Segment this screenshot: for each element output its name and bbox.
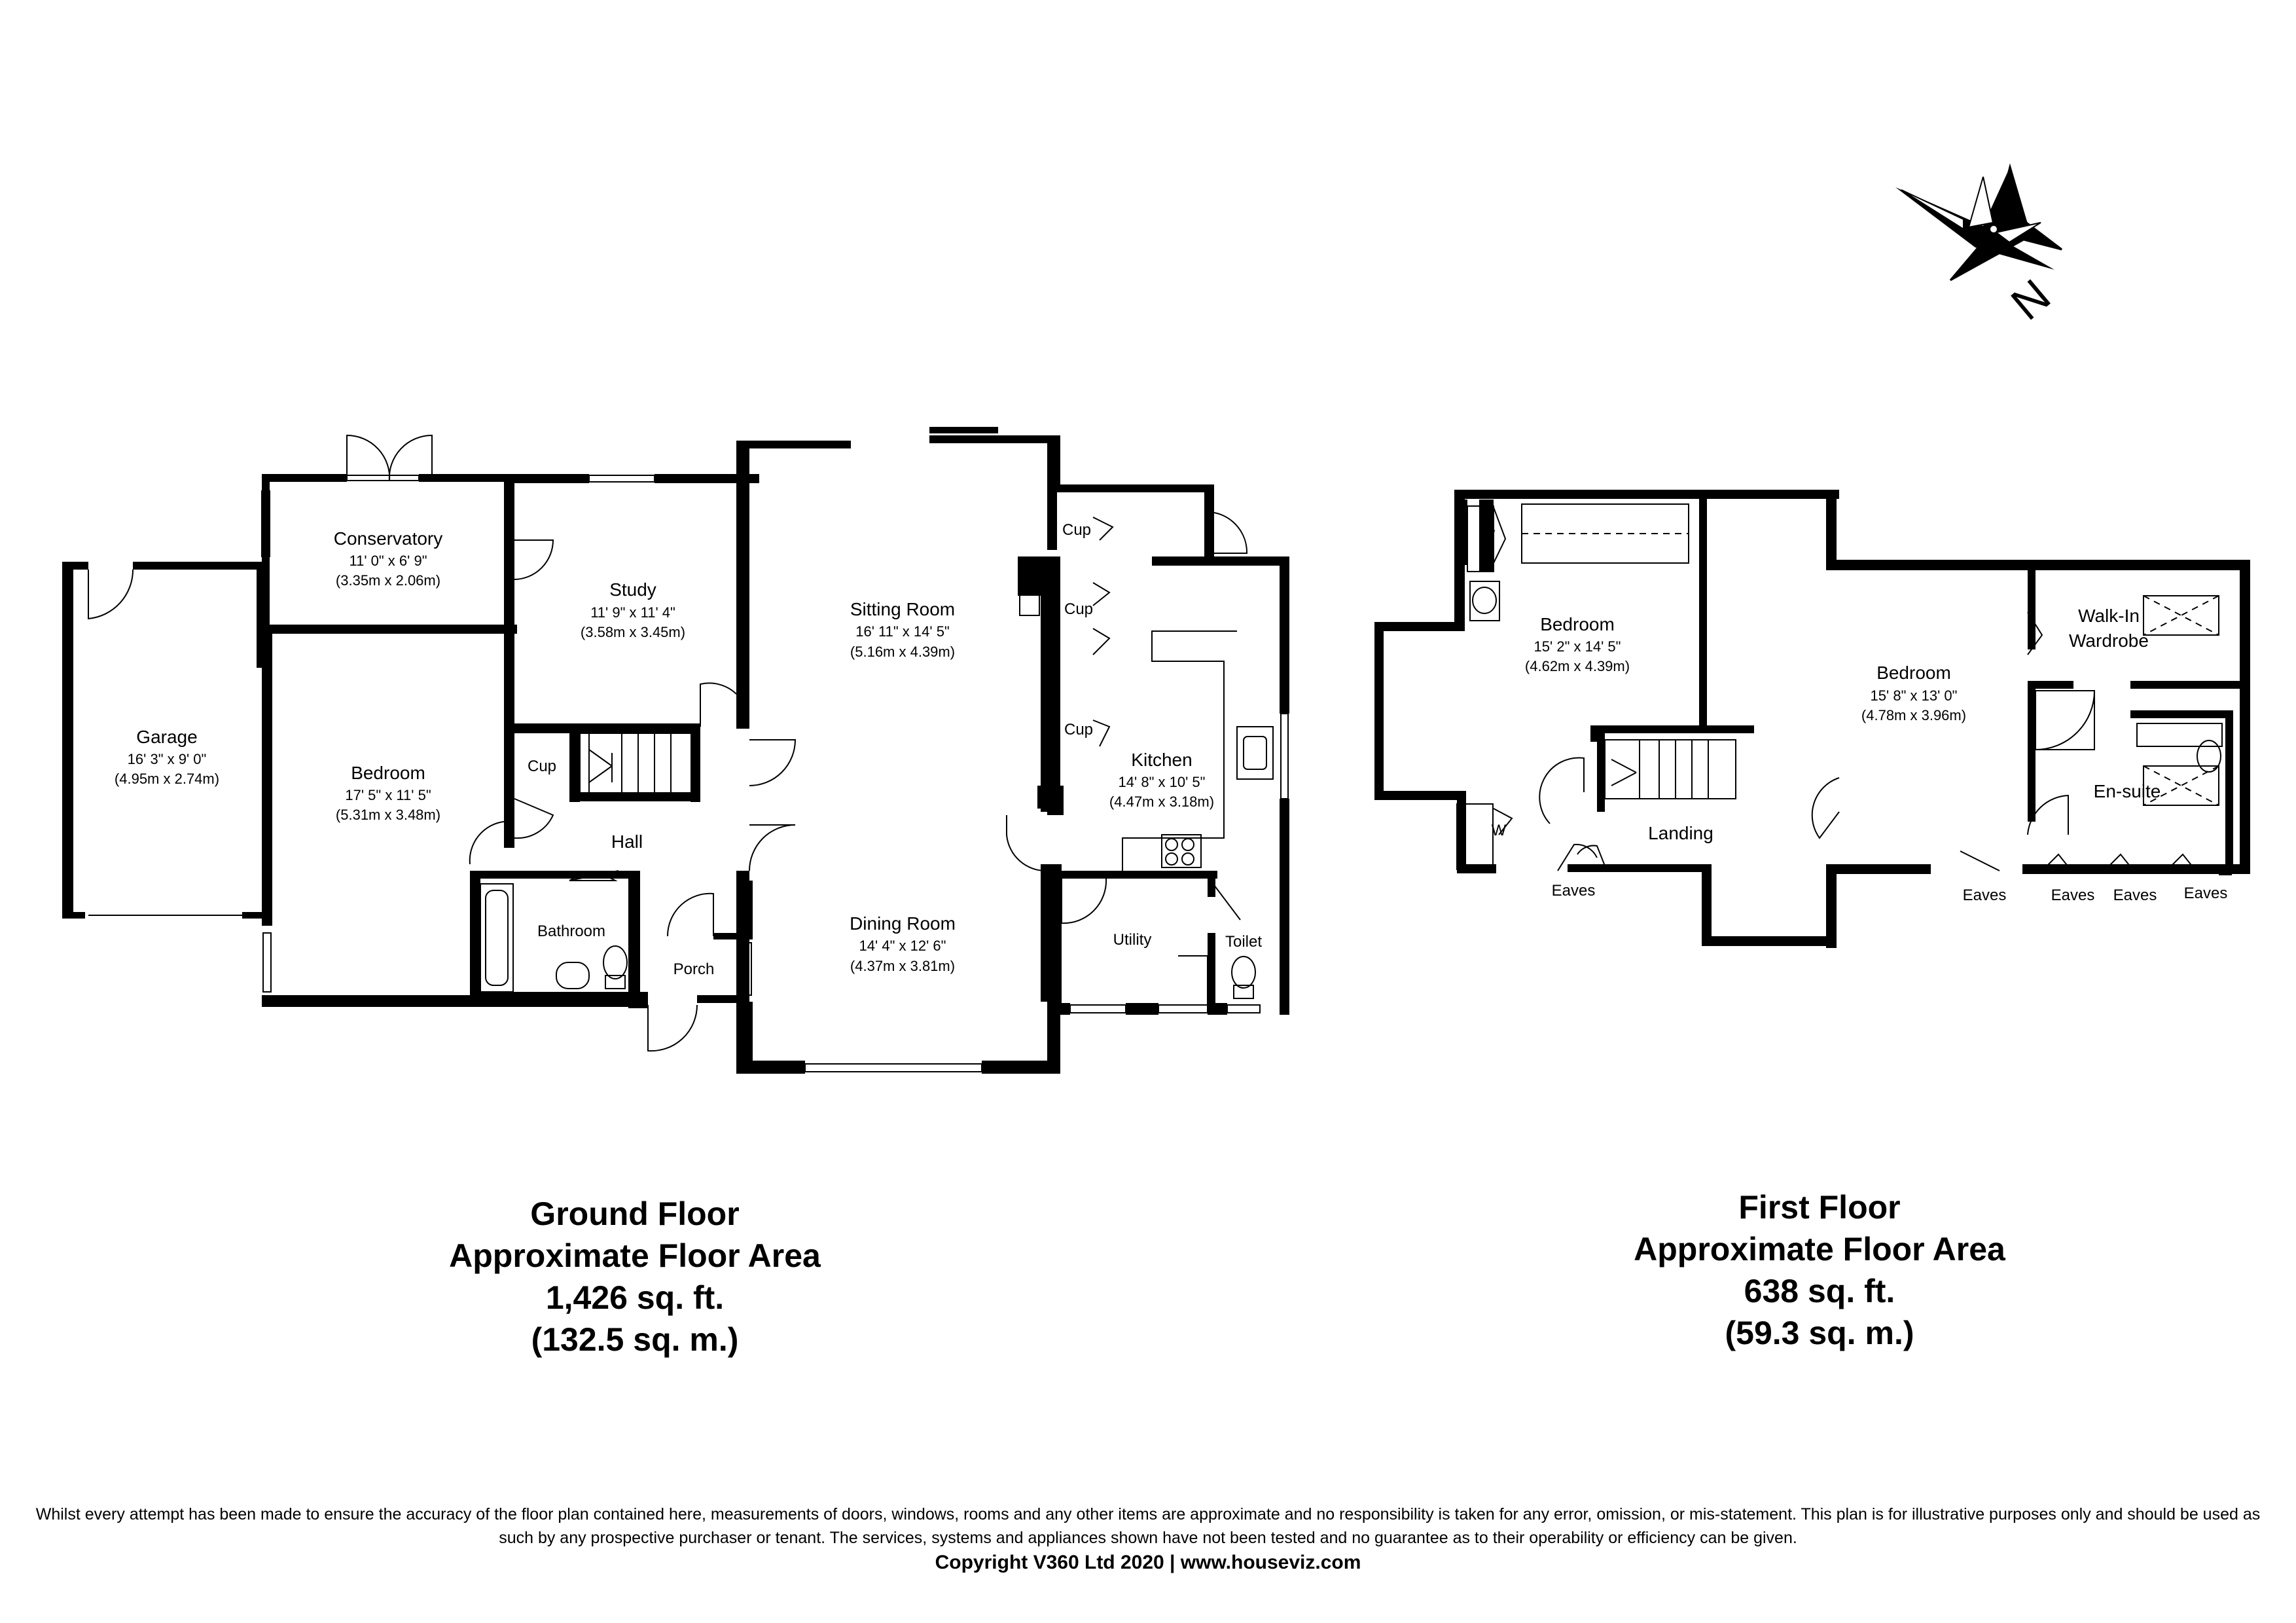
room-metric-study: (3.58m x 3.45m) (580, 624, 686, 640)
label-wardrobe: Wardrobe (2069, 630, 2149, 651)
label-cup-kitchen-3: Cup (1064, 721, 1094, 739)
room-imperial-bedroom-first-2: 15' 8" x 13' 0" (1870, 687, 1958, 704)
ground-floor-title: Ground Floor (530, 1195, 740, 1232)
room-imperial-bedroom-first-1: 15' 2" x 14' 5" (1534, 638, 1621, 655)
room-metric-bedroom-first-1: (4.62m x 4.39m) (1524, 658, 1630, 674)
disclaimer-text: Whilst every attempt has been made to ensure the accuracy of the floor plan contained here, measurements of doors, windows, rooms and any other items are approximate and no responsibility is taken for any error, omission, or mis-statement. This plan is for illustrative purposes only and should be used as such by any prospective purchaser or tenant. The services, systems and appliances shown have not been tested and no guarantee as to their operability or efficiency can be given. (35, 1505, 2261, 1547)
room-name-sitting-room: Sitting Room (850, 599, 956, 619)
room-name-kitchen: Kitchen (1131, 750, 1193, 770)
ground-floor-area-subtitle: Approximate Floor Area (449, 1237, 821, 1274)
room-metric-kitchen: (4.47m x 3.18m) (1109, 793, 1215, 810)
label-bathroom: Bathroom (537, 922, 606, 940)
room-metric-dining-room: (4.37m x 3.81m) (850, 958, 956, 974)
room-name-study: Study (609, 579, 656, 600)
room-imperial-dining-room: 14' 4" x 12' 6" (859, 938, 946, 954)
room-metric-bedroom-ground: (5.31m x 3.48m) (335, 807, 441, 823)
label-hall: Hall (611, 831, 643, 852)
label-cup-kitchen-2: Cup (1064, 600, 1094, 618)
label-eaves-5: Eaves (2183, 884, 2228, 902)
room-imperial-conservatory: 11' 0" x 6' 9" (349, 553, 427, 569)
room-metric-conservatory: (3.35m x 2.06m) (335, 572, 441, 589)
first-floor-area-subtitle: Approximate Floor Area (1634, 1231, 2005, 1267)
room-name-garage: Garage (136, 727, 198, 747)
label-eaves-4: Eaves (2113, 886, 2157, 904)
label-eaves-1: Eaves (1551, 882, 1596, 900)
label-ensuite: En-suite (2093, 781, 2161, 801)
ground-floor-labels (115, 521, 1262, 978)
label-landing: Landing (1648, 823, 1713, 843)
room-imperial-kitchen: 14' 8" x 10' 5" (1118, 774, 1206, 790)
ground-floor-area-block (406, 1193, 864, 1360)
ground-floor-area-sqft: 1,426 sq. ft. (545, 1279, 725, 1316)
room-imperial-sitting-room: 16' 11" x 14' 5" (855, 623, 950, 640)
room-imperial-study: 11' 9" x 11' 4" (590, 604, 675, 621)
label-porch: Porch (673, 960, 715, 978)
first-floor-details (1376, 491, 2222, 945)
room-metric-bedroom-first-2: (4.78m x 3.96m) (1861, 707, 1967, 723)
label-w-top: W (1480, 527, 1496, 545)
label-eaves-2: Eaves (1962, 886, 2007, 904)
compass-rose-icon (1895, 167, 2062, 330)
room-metric-sitting-room: (5.16m x 4.39m) (850, 644, 956, 660)
label-walk-in: Walk-In (2078, 606, 2140, 626)
copyright-text: Copyright V360 Ltd 2020 | www.houseviz.com (935, 1552, 1361, 1573)
first-floor-walls (1374, 490, 2250, 948)
room-name-bedroom-ground: Bedroom (351, 763, 425, 783)
ground-floor-area-sqm: (132.5 sq. m.) (531, 1321, 739, 1358)
first-floor-area-sqm: (59.3 sq. m.) (1725, 1315, 1914, 1351)
room-metric-garage: (4.95m x 2.74m) (114, 771, 220, 787)
room-name-conservatory: Conservatory (333, 528, 443, 549)
room-name-bedroom-first-1: Bedroom (1540, 614, 1615, 634)
first-floor-area-block (1590, 1186, 2049, 1354)
label-cup-kitchen-1: Cup (1062, 521, 1092, 539)
label-toilet: Toilet (1225, 933, 1263, 951)
room-imperial-garage: 16' 3" x 9' 0" (127, 751, 207, 767)
first-floor-area-sqft: 638 sq. ft. (1744, 1273, 1895, 1309)
compass-north-label: N (2001, 269, 2060, 330)
first-floor-title: First Floor (1738, 1189, 1901, 1226)
room-imperial-bedroom-ground: 17' 5" x 11' 5" (345, 787, 431, 803)
label-w-bottom: W (1491, 822, 1507, 839)
room-name-bedroom-first-2: Bedroom (1876, 663, 1951, 683)
label-utility: Utility (1113, 931, 1152, 949)
label-cup-hall: Cup (527, 757, 557, 775)
room-name-dining-room: Dining Room (850, 913, 956, 934)
label-eaves-3: Eaves (2051, 886, 2095, 904)
first-floor-labels (1480, 527, 2228, 904)
